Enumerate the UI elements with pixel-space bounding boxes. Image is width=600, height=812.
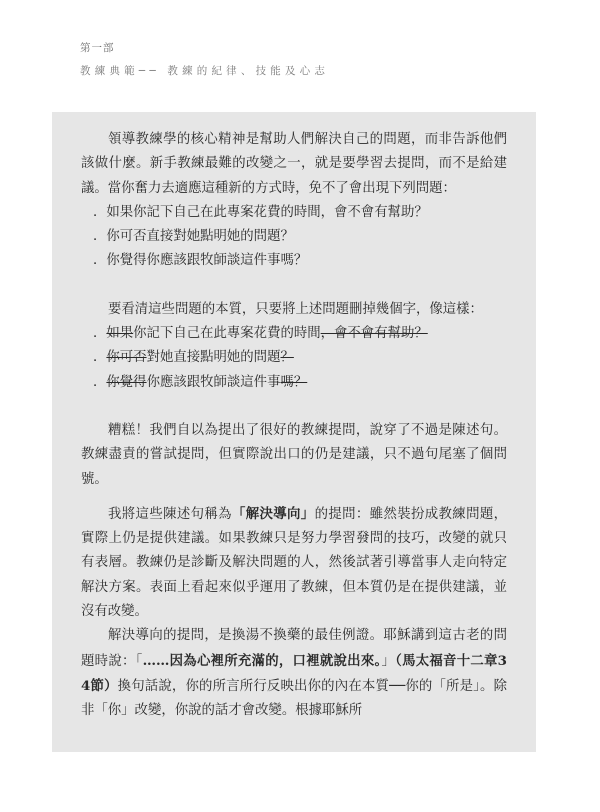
text-run: 解決導向的提問，是換湯不換藥的最佳例證。耶穌講到這古老的問題時說：「 — [81, 628, 507, 669]
bullet-mark: ． — [93, 374, 107, 390]
paragraph-instruction: 要看清這些問題的本質，只要將上述問題刪掉幾個字，像這樣： — [108, 301, 483, 317]
struck-text: 你覺得 — [106, 374, 147, 390]
paragraph-scripture — [81, 624, 507, 723]
part-label: 第一部 — [80, 42, 115, 54]
question-item: ．如果你記下自己在此專案花費的時間，會不會有幫助？ — [93, 204, 428, 220]
paragraph-intro: 領導教練學的核心精神是幫助人們解決自己的問題，而非告訴他們該做什麼。新手教練最難的改變之一，就是要學習去提問，而不是給建議。當你奮力去適應這種新的方式時，免不了會出現下列問題： — [81, 132, 507, 196]
kept-text: 你應該跟牧師談這件事 — [146, 374, 281, 390]
question-item: ．你覺得你應該跟牧師談這件事嗎？ — [93, 253, 308, 269]
scripture-quote: ……因為心裡所充滿的，口裡就說出來。 — [142, 652, 382, 669]
struck-text: 如果 — [106, 326, 134, 342]
text-run: 」 — [381, 653, 396, 669]
paragraph-solution-oriented — [81, 502, 507, 624]
text-run: 我將這些陳述句稱為 — [108, 506, 232, 522]
bullet-mark: ． — [93, 350, 107, 366]
text-run: 換句話說，你的所言所行反映出你的內在本質──你的「所是」。除非「你」改變，你說的話才會改變。根據耶穌所 — [81, 678, 507, 719]
chapter-subtitle: 教練典範── 教練的紀律、技能及心志 — [80, 65, 330, 77]
paragraph-oops: 糟糕！我們自以為提出了很好的教練提問，說穿了不過是陳述句。教練盡責的嘗試提問，但實際說出口的仍是建議，只不過句尾塞了個問號。 — [81, 422, 507, 487]
term-highlight: 「解決導向」 — [231, 505, 315, 522]
content-body — [81, 128, 507, 724]
struck-text: ，會不會有幫助？ — [320, 326, 428, 342]
struck-question-item — [81, 346, 507, 370]
text-run: 的提問：雖然裝扮成教練問題，實際上仍是提供建議。如果教練只是努力學習發問的技巧，改變的就只有表層。教練仍是診斷及解決問題的人，然後試著引導當事人走向特定解決方案。表面上看起來似乎運用了教練，但本質仍是在提供建議，並沒有改變。 — [81, 506, 508, 620]
struck-question-item — [81, 322, 507, 346]
running-header — [80, 40, 329, 78]
bullet-mark: ． — [93, 326, 107, 342]
question-item: ．你可否直接對她點明她的問題？ — [93, 229, 294, 245]
struck-text: 嗎？ — [280, 374, 308, 390]
kept-text: 對她直接點明她的問題 — [146, 350, 281, 366]
content-box — [52, 112, 536, 752]
struck-question-item — [81, 371, 507, 395]
struck-text: 你可否 — [106, 350, 147, 366]
struck-text: ？ — [280, 350, 294, 366]
scripture-reference: （馬太福音十二章34節） — [81, 652, 507, 694]
kept-text: 你記下自己在此專案花費的時間 — [133, 326, 321, 342]
